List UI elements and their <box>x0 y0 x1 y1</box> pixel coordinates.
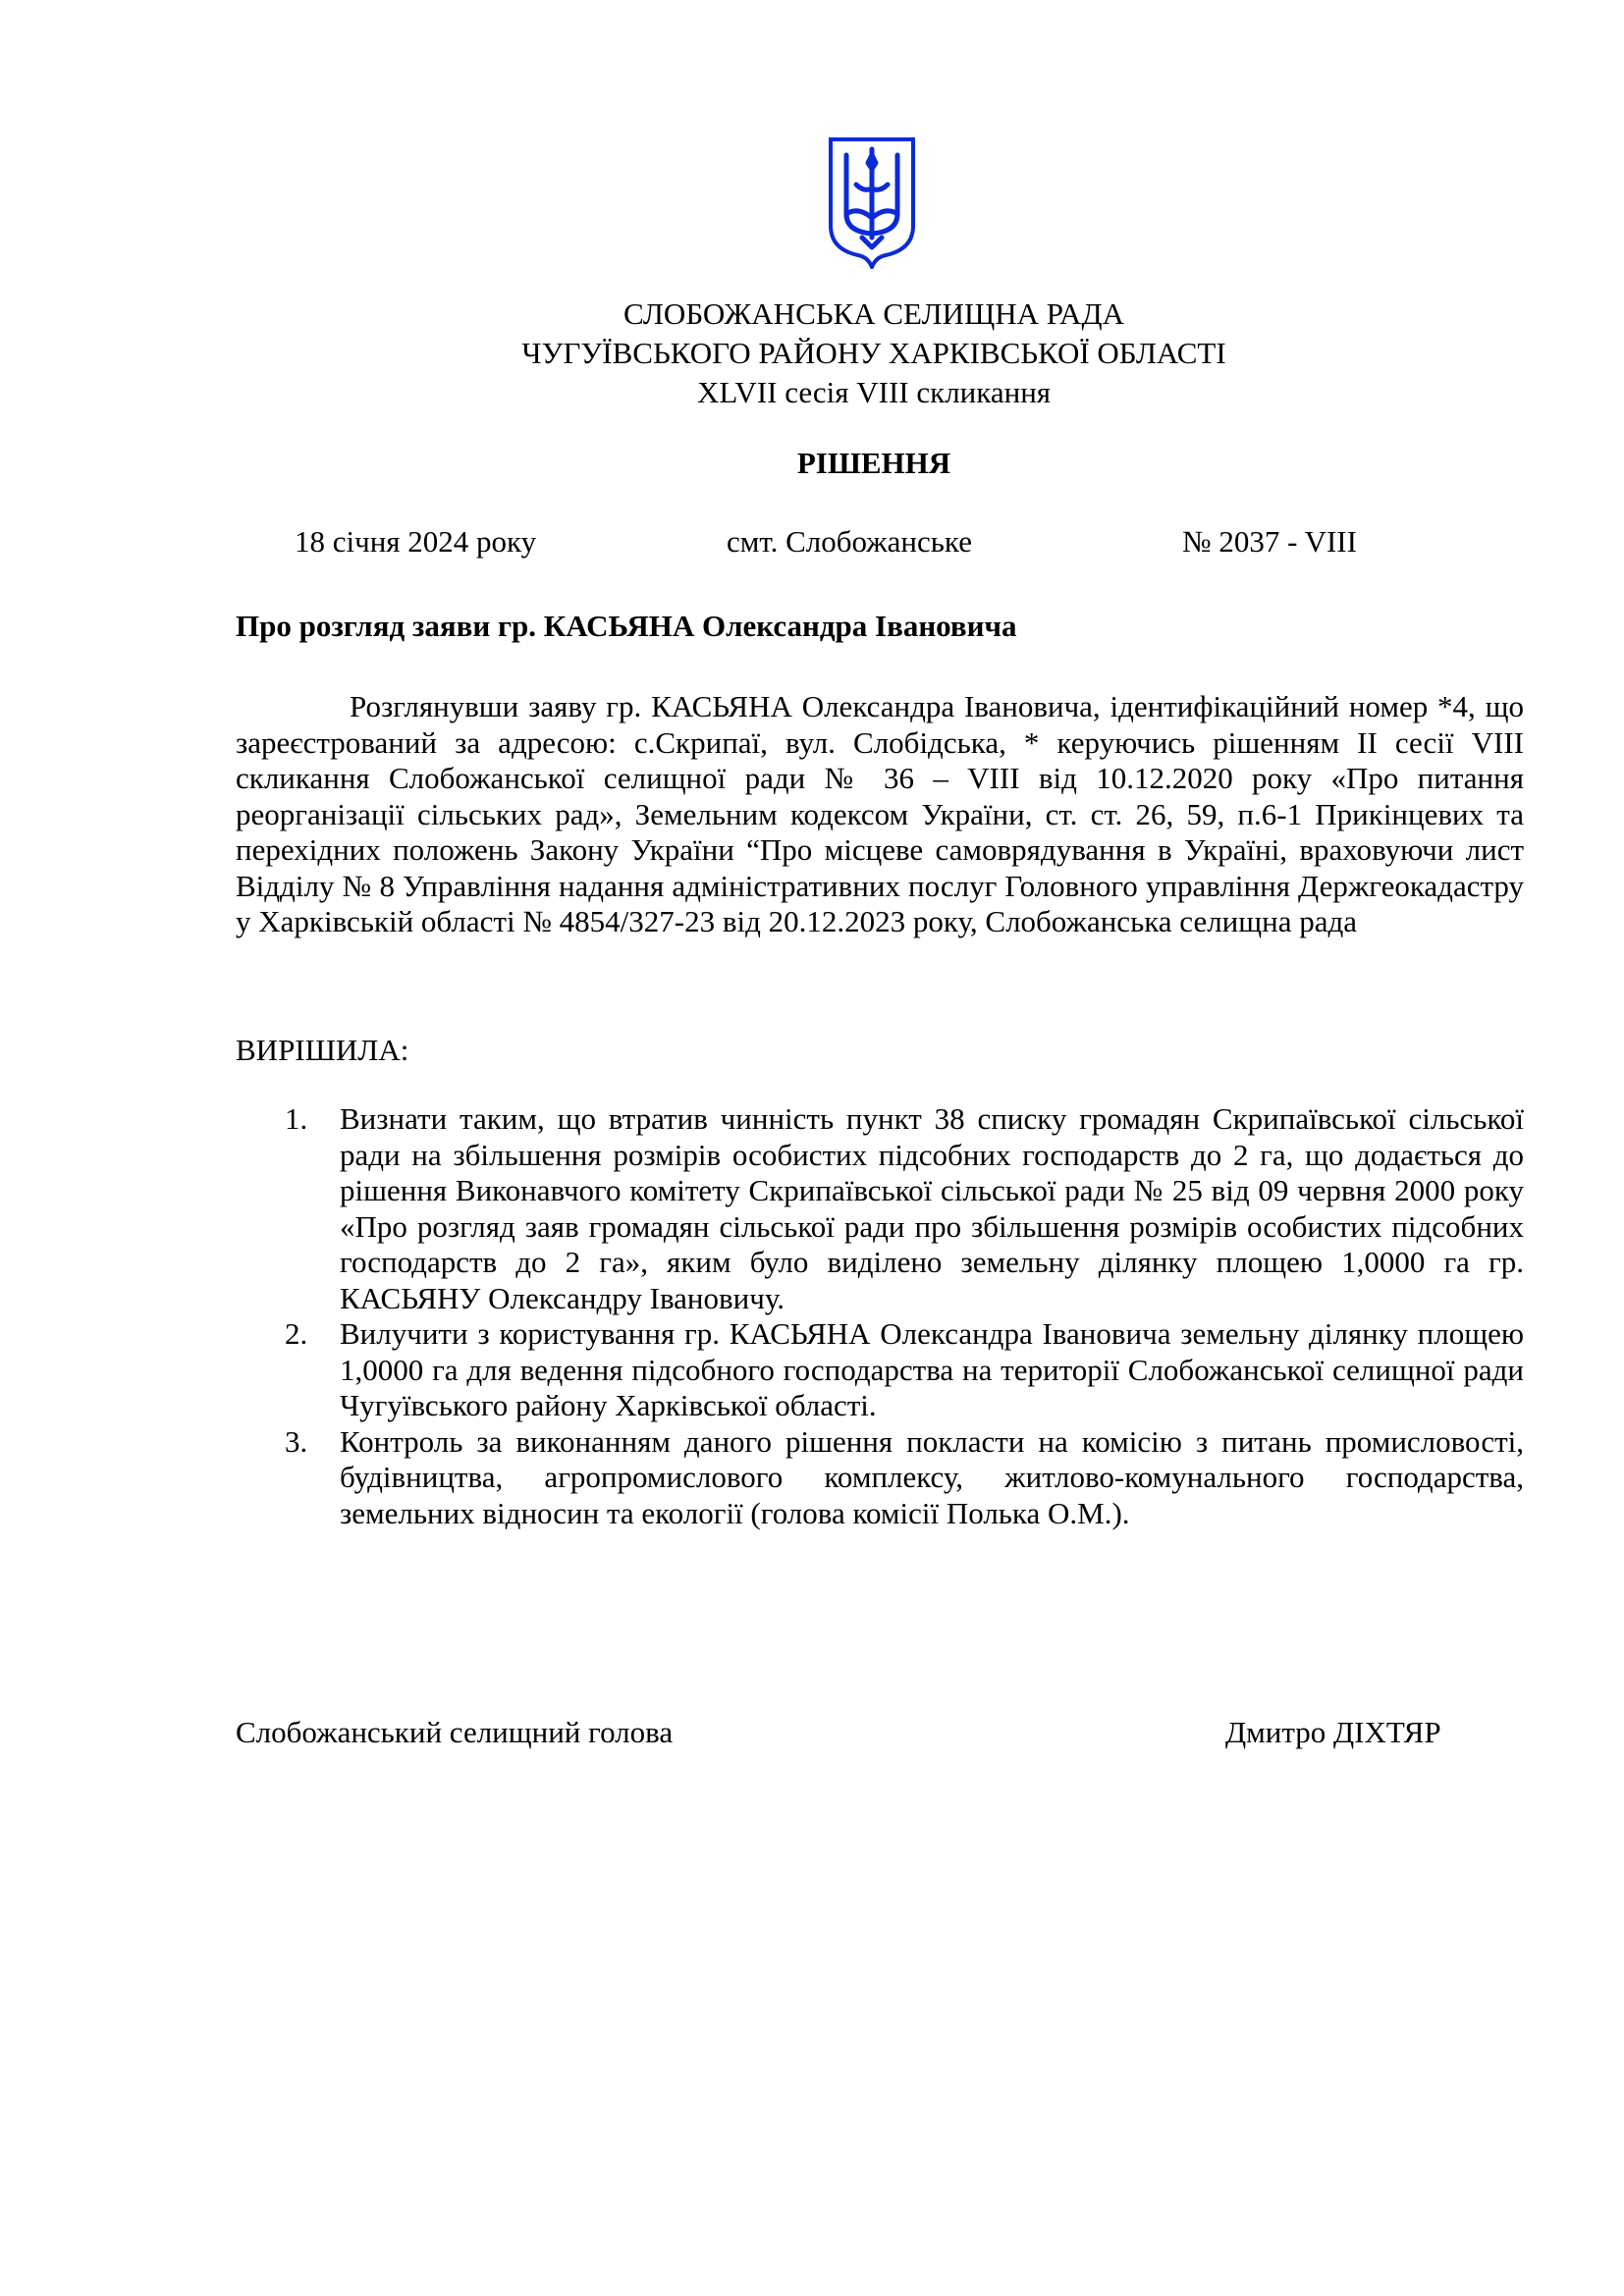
decision-item <box>236 1424 1524 1532</box>
signatory-position: Слобожанський селищний голова <box>236 1715 674 1749</box>
district-name: ЧУГУЇВСЬКОГО РАЙОНУ ХАРКІВСЬКОЇ ОБЛАСТІ <box>521 336 1226 370</box>
item-text: Вилучити з користування гр. КАСЬЯНА Олександра Івановича земельну ділянку площею 1,0000 га для ведення підсобного господарства на території Слобожанської селищної ради Чугуївського району Харківської області. <box>340 1316 1524 1422</box>
council-name: СЛОБОЖАНСЬКА СЕЛИЩНА РАДА <box>623 296 1124 331</box>
preamble-paragraph: Розглянувши заяву гр. КАСЬЯНА Олександра Івановича, ідентифікаційний номер *4, що зареєстрований за адресою: с.Скрипаї, вул. Слобідська, * керуючись рішенням ІІ сесії VIIІ скликання Слобожанської селищної ради № 36 – VIII від 10.12.2020 року «Про питання реорганізації сільських рад», Земельним кодексом України, ст. ст. 26, 59, п.6-1 Прикінцевих та перехідних положень Закону України “Про місцеве самоврядування в Україні, враховуючи лист Відділу № 8 Управління надання адміністративних послуг Головного управління Держгеокадастру у Харківській області № 4854/327-23 від 20.12.2023 року, Слобожанська селищна рада <box>236 689 1524 938</box>
item-number: 2. <box>285 1316 308 1351</box>
item-number: 1. <box>285 1101 308 1136</box>
item-number: 3. <box>285 1423 308 1459</box>
tryzub-icon <box>827 135 917 269</box>
decision-place: смт. Слобожанське <box>727 524 972 559</box>
decision-number: № 2037 - VIII <box>1182 524 1357 559</box>
decision-item <box>236 1316 1524 1424</box>
item-text: Контроль за виконанням даного рішення покласти на комісію з питань промисловості, будівництва, агропромислового комплексу, житлово-комунального господарства, земельних відносин та екології (голова комісії Полька О.М.). <box>340 1423 1524 1530</box>
decision-item <box>236 1101 1524 1316</box>
decision-date: 18 січня 2024 року <box>295 524 537 559</box>
signatory-name: Дмитро ДІХТЯР <box>1225 1715 1441 1749</box>
decision-items <box>236 1101 1524 1531</box>
decision-subject: Про розгляд заяви гр. КАСЬЯНА Олександра Івановича <box>236 609 1017 643</box>
decided-heading: ВИРІШИЛА: <box>236 1033 409 1067</box>
session-info: XLVII сесія VIII скликання <box>696 375 1052 409</box>
document-title: РІШЕННЯ <box>796 446 951 480</box>
item-text: Визнати таким, що втратив чинність пункт 38 списку громадян Скрипаївської сільської ради на збільшення розмірів особистих підсобних господарств до 2 га, що додається до рішення Виконавчого комітету Скрипаївської сільської ради № 25 від 09 червня 2000 року «Про розгляд заяв громадян сільської ради про збільшення розмірів особистих підсобних господарств до 2 га», яким було виділено земельну ділянку площею 1,0000 га гр. КАСЬЯНУ Олександру Івановичу. <box>340 1101 1524 1315</box>
